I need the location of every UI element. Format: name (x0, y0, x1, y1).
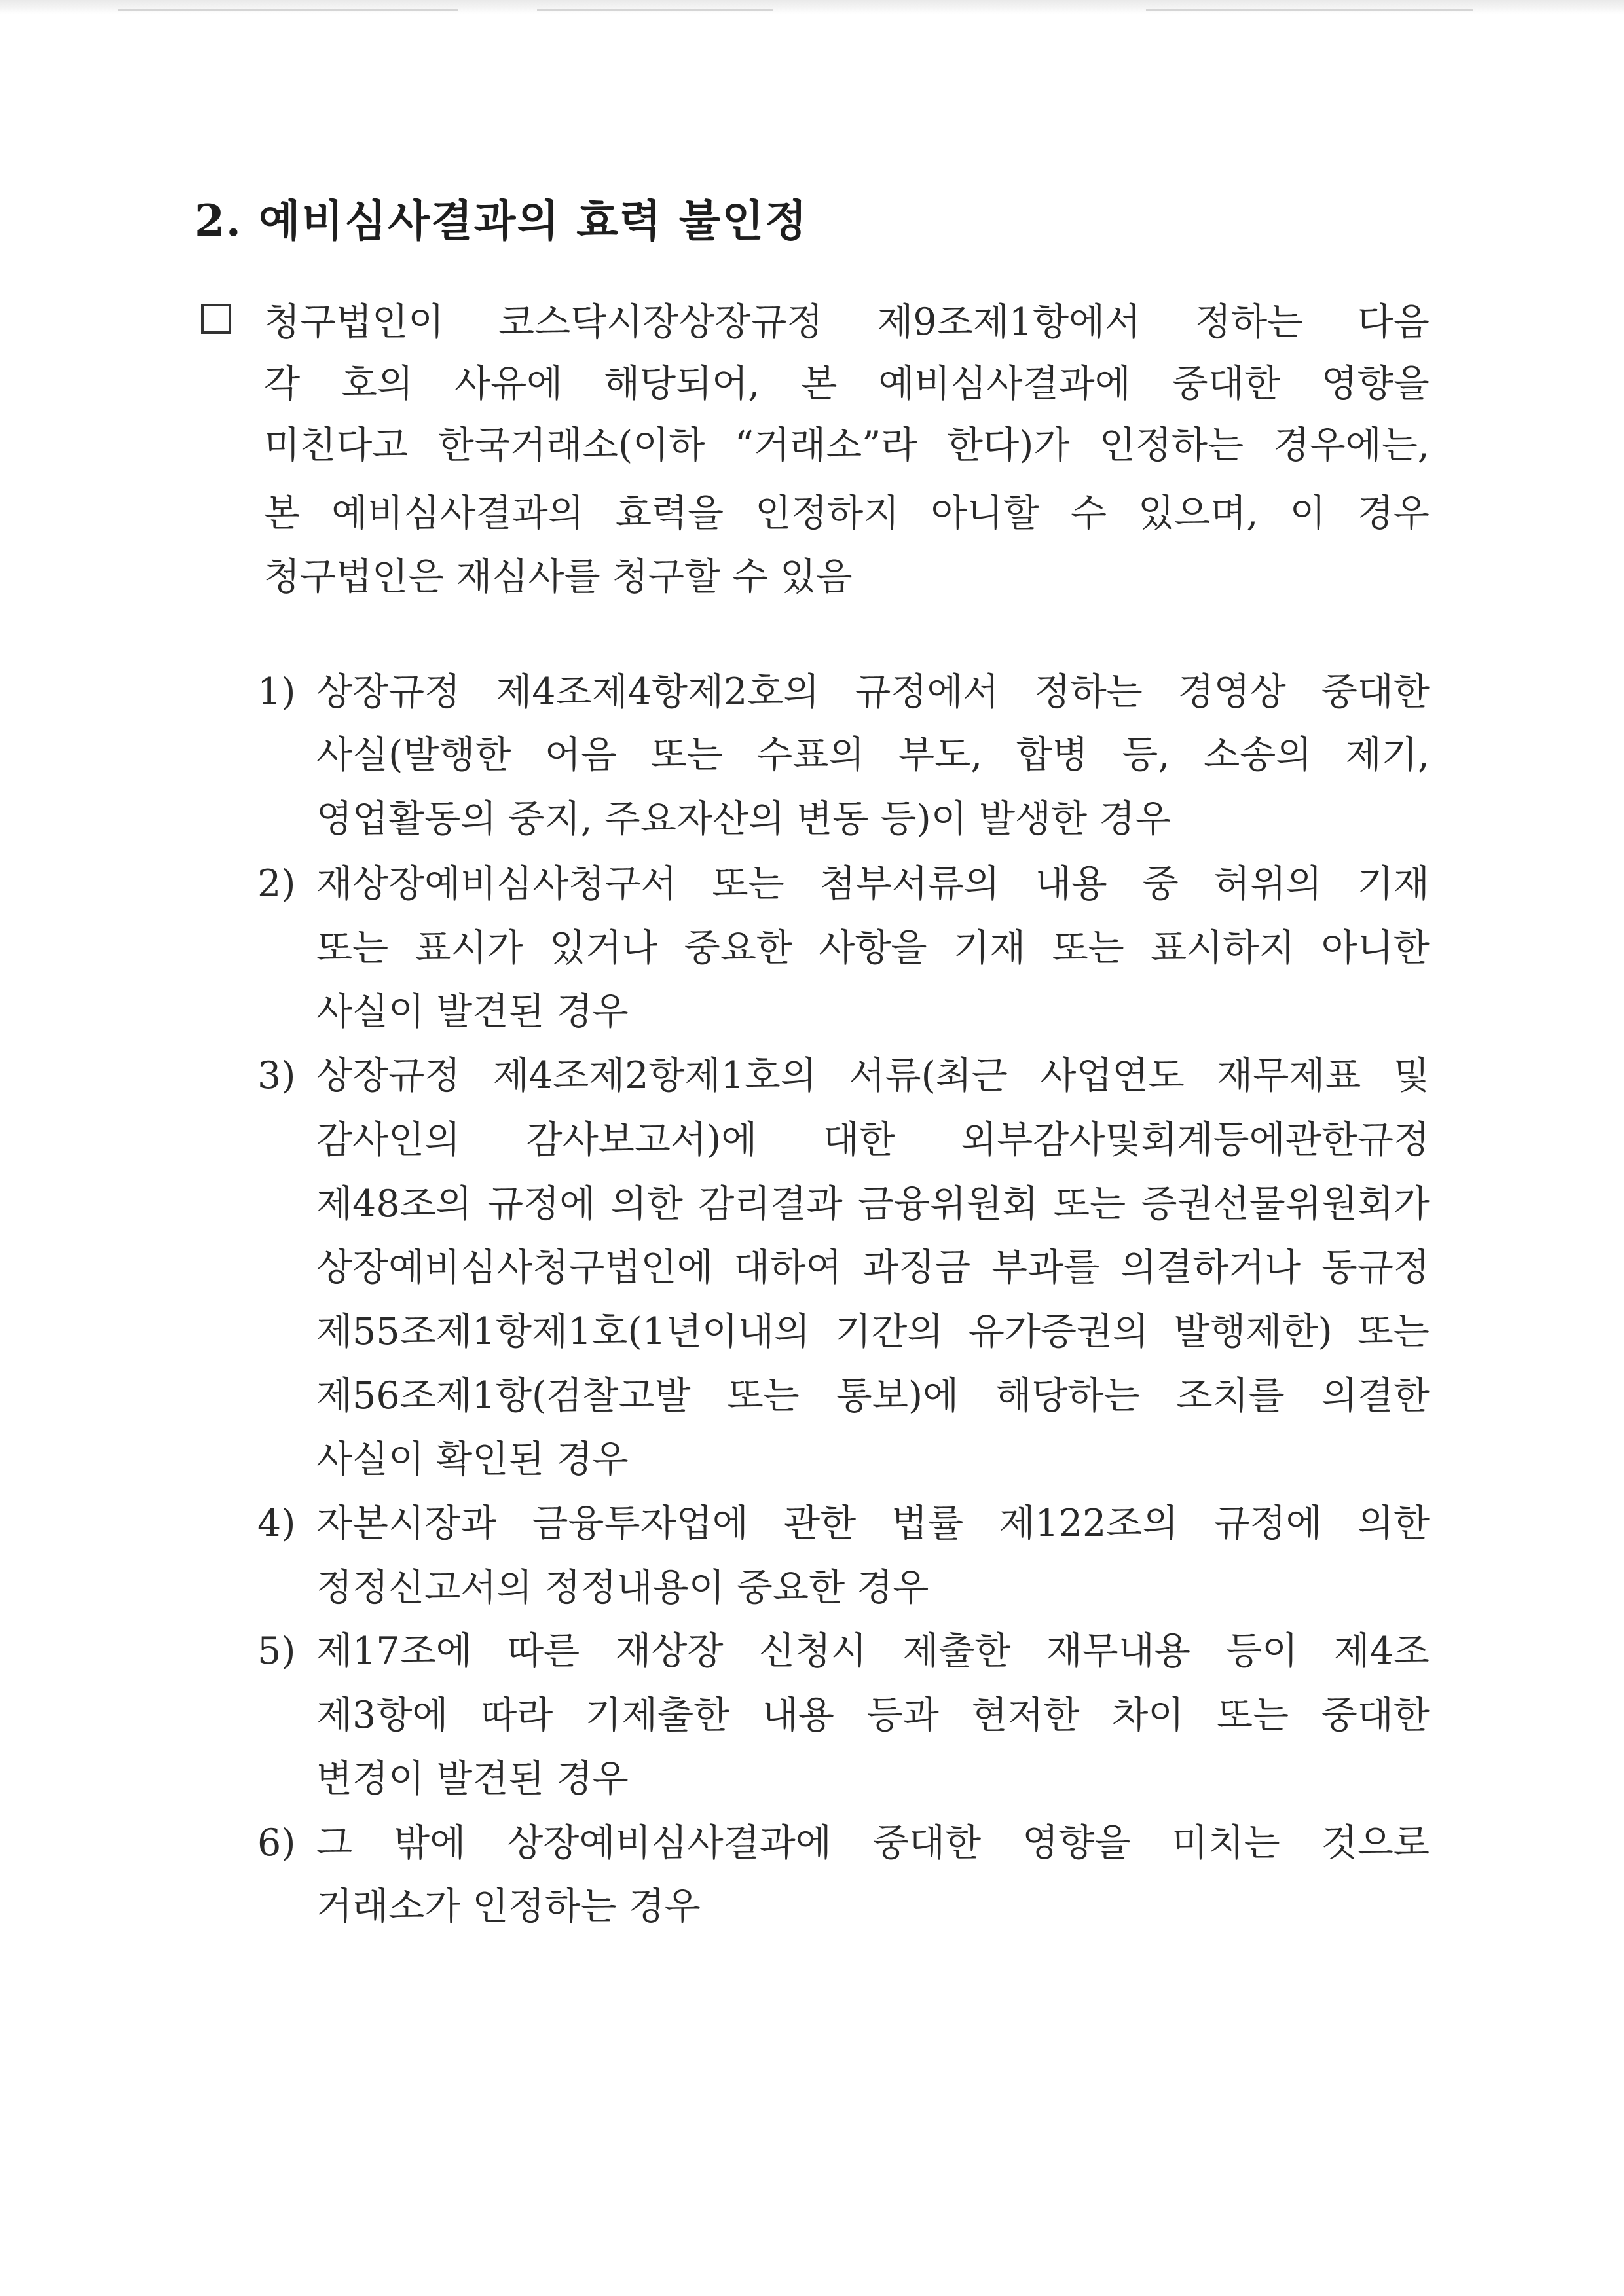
item-line: 제17조에 따른 재상장 신청시 제출한 재무내용 등이 제4조 (316, 1630, 1430, 1673)
item-line: 제3항에 따라 기제출한 내용 등과 현저한 차이 또는 중대한 (316, 1694, 1430, 1737)
intro-line: 미친다고 한국거래소(이하 “거래소”라 한다)가 인정하는 경우에는, (264, 424, 1430, 467)
item-number: 1) (257, 670, 296, 714)
item-line: 사실이 발견된 경우 (316, 990, 629, 1033)
item-line: 제48조의 규정에 의한 감리결과 금융위원회 또는 증권선물위원회가 (316, 1182, 1430, 1226)
scan-top-edge (0, 0, 1624, 14)
checkbox-square-icon (201, 304, 231, 334)
item-line: 제55조제1항제1호(1년이내의 기간의 유가증권의 발행제한) 또는 (316, 1310, 1430, 1353)
item-number: 5) (257, 1630, 296, 1673)
item-number: 4) (257, 1502, 296, 1545)
intro-line: 각 호의 사유에 해당되어, 본 예비심사결과에 중대한 영향을 (264, 362, 1430, 405)
intro-line: 청구법인은 재심사를 청구할 수 있음 (264, 555, 853, 598)
intro-line: 청구법인이 코스닥시장상장규정 제9조제1항에서 정하는 다음 (264, 301, 1430, 344)
item-number: 6) (257, 1821, 296, 1865)
item-line: 정정신고서의 정정내용이 중요한 경우 (316, 1566, 929, 1609)
item-line: 사실이 확인된 경우 (316, 1438, 629, 1481)
section-heading: 2. 예비심사결과의 효력 불인정 (194, 195, 808, 246)
item-line: 자본시장과 금융투자업에 관한 법률 제122조의 규정에 의한 (316, 1502, 1430, 1545)
item-line: 그 밖에 상장예비심사결과에 중대한 영향을 미치는 것으로 (316, 1821, 1430, 1865)
item-number: 3) (257, 1054, 296, 1097)
scan-artifact-line (537, 9, 773, 11)
item-line: 거래소가 인정하는 경우 (316, 1885, 701, 1928)
item-line: 상장규정 제4조제2항제1호의 서류(최근 사업연도 재무제표 및 (316, 1054, 1430, 1097)
item-line: 상장예비심사청구법인에 대하여 과징금 부과를 의결하거나 동규정 (316, 1246, 1430, 1289)
intro-line: 본 예비심사결과의 효력을 인정하지 아니할 수 있으며, 이 경우 (264, 492, 1430, 535)
item-line: 영업활동의 중지, 주요자산의 변동 등)이 발생한 경우 (316, 797, 1172, 841)
item-line: 재상장예비심사청구서 또는 첨부서류의 내용 중 허위의 기재 (316, 862, 1430, 905)
item-line: 제56조제1항(검찰고발 또는 통보)에 해당하는 조치를 의결한 (316, 1374, 1430, 1417)
item-line: 감사인의 감사보고서)에 대한 외부감사및회계등에관한규정 (316, 1118, 1430, 1161)
scan-artifact-line (118, 9, 458, 11)
item-line: 변경이 발견된 경우 (316, 1757, 629, 1800)
item-number: 2) (257, 862, 296, 905)
item-line: 또는 표시가 있거나 중요한 사항을 기재 또는 표시하지 아니한 (316, 926, 1430, 970)
scan-artifact-line (1146, 9, 1473, 11)
item-line: 사실(발행한 어음 또는 수표의 부도, 합병 등, 소송의 제기, (316, 733, 1430, 776)
item-line: 상장규정 제4조제4항제2호의 규정에서 정하는 경영상 중대한 (316, 670, 1430, 714)
